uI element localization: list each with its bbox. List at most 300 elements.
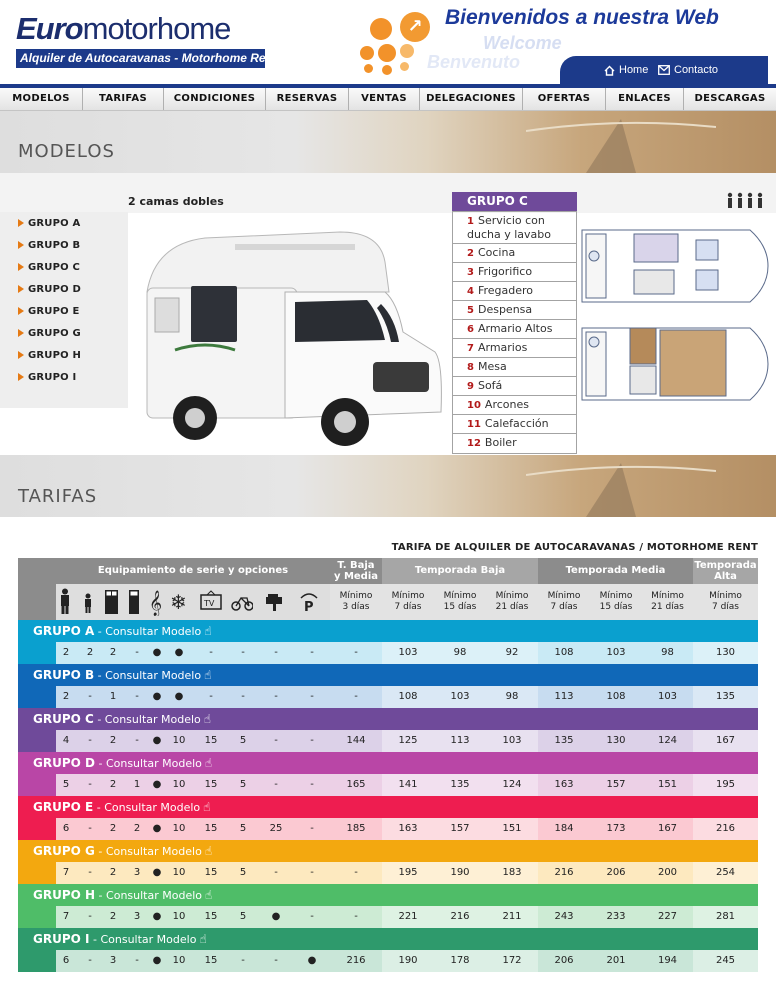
sidebar-label: GRUPO G <box>28 328 81 339</box>
equip-cell: 5 <box>239 779 247 790</box>
equip-cell: ● <box>307 955 317 966</box>
consult-model-link[interactable] <box>106 845 202 858</box>
feature-number: 6 <box>467 324 474 335</box>
equip-cell: 2 <box>109 779 117 790</box>
selected-group-title: GRUPO C <box>452 192 577 211</box>
price-cell: 216 <box>434 906 486 928</box>
equip-cell: 15 <box>204 867 218 878</box>
pointer-hand-icon[interactable]: ☝ <box>199 932 207 946</box>
equip-cell: ● <box>152 735 162 746</box>
logo-euro: Euro <box>16 11 83 46</box>
price-cell: 195 <box>382 862 434 884</box>
equip-cell: 6 <box>62 955 70 966</box>
price-cell: 125 <box>382 730 434 752</box>
nav-descargas[interactable]: DESCARGAS <box>694 93 766 104</box>
price-cell: 103 <box>434 686 486 708</box>
price-cell: - <box>354 647 358 658</box>
feature-number: 10 <box>467 400 481 411</box>
feature-item <box>453 377 576 396</box>
tbaja-header <box>330 558 382 584</box>
price-cell: 103 <box>486 730 538 752</box>
price-cell: 254 <box>693 862 758 884</box>
equip-cell: ● <box>174 691 184 702</box>
group-color-block <box>18 642 56 664</box>
price-cell: 157 <box>434 818 486 840</box>
price-cell: 103 <box>382 642 434 664</box>
equip-cell: 4 <box>62 735 70 746</box>
price-cell: 135 <box>693 686 758 708</box>
alta-min7-header-line: Mínimo <box>709 591 742 601</box>
sidebar-label: GRUPO D <box>28 284 82 295</box>
equip-cell: 2 <box>109 735 117 746</box>
equip-cell: 5 <box>62 779 70 790</box>
group-name: GRUPO E <box>33 800 94 814</box>
nav-enlaces[interactable]: ENLACES <box>606 88 684 110</box>
feature-number: 9 <box>467 381 474 392</box>
group-row-grupo-b <box>18 664 758 708</box>
svg-text:TV: TV <box>204 599 215 608</box>
equip-cell: - <box>88 911 92 922</box>
separator: - <box>95 889 107 902</box>
equip-cell: 10 <box>172 911 186 922</box>
features-list <box>452 211 577 454</box>
price-cell: 216 <box>554 867 574 878</box>
sidebar-label: GRUPO A <box>28 218 81 229</box>
home-label: Home <box>619 64 649 76</box>
feature-label: Sofá <box>477 379 503 392</box>
arrow-right-icon <box>18 307 24 315</box>
arrow-right-icon <box>18 219 24 227</box>
equip-cell: ● <box>152 647 162 658</box>
baja-header: Temporada Baja <box>382 558 538 584</box>
pointer-hand-icon[interactable]: ☝ <box>204 668 212 682</box>
price-cell: 183 <box>486 862 538 884</box>
equip-cell: ● <box>152 867 162 878</box>
equip-cell: 5 <box>239 735 247 746</box>
equip-cell: 25 <box>269 823 283 834</box>
feature-item <box>453 358 576 377</box>
parking-icon <box>298 588 320 616</box>
equip-cell: 10 <box>172 955 186 966</box>
equip-cell: ● <box>152 823 162 834</box>
alta-header-line: Alta <box>714 571 737 582</box>
equip-cell: 7 <box>62 911 70 922</box>
group-color-block <box>18 774 56 796</box>
feature-number: 5 <box>467 305 474 316</box>
tbaja-min3-header-line: 3 días <box>342 602 370 612</box>
equip-icons-row <box>56 584 330 620</box>
baja-min7-header-line: 7 días <box>394 602 422 612</box>
pointer-hand-icon[interactable]: ☝ <box>204 624 212 638</box>
price-cell: 190 <box>434 862 486 884</box>
consult-model-label: Consultar Modelo <box>100 933 197 946</box>
media-min7-header-line: 7 días <box>550 602 578 612</box>
price-cell: 124 <box>486 774 538 796</box>
group-color-block <box>18 818 56 840</box>
equip-cell: - <box>274 691 278 702</box>
media-min15-header-line: Mínimo <box>599 591 633 601</box>
equip-cell: - <box>310 911 314 922</box>
bicycle-icon <box>231 588 253 616</box>
arrow-right-icon <box>18 263 24 271</box>
feature-item <box>453 263 576 282</box>
feature-label: Boiler <box>484 436 517 449</box>
price-cell: 206 <box>606 867 626 878</box>
equip-cell: - <box>274 647 278 658</box>
equip-cell: - <box>88 691 92 702</box>
consult-model-link[interactable] <box>104 801 200 814</box>
road-image <box>526 455 716 517</box>
price-cell: 141 <box>382 774 434 796</box>
svg-text:❄: ❄ <box>170 590 187 614</box>
nav-modelos[interactable]: MODELOS <box>0 88 83 110</box>
alta-header <box>693 558 758 584</box>
feature-label: Mesa <box>477 360 507 373</box>
sidebar-item-grupo-g[interactable] <box>18 328 81 339</box>
equip-cell: ● <box>152 779 162 790</box>
price-cell: 172 <box>486 950 538 972</box>
baja-min15-header-line: 15 días <box>443 602 477 612</box>
equip-cell: - <box>241 691 245 702</box>
pointer-hand-icon[interactable]: ☝ <box>205 888 213 902</box>
feature-label: Fregadero <box>477 284 534 297</box>
group-row-grupo-e <box>18 796 758 840</box>
equip-cell: - <box>310 735 314 746</box>
equip-cell: 1 <box>133 779 141 790</box>
media-min15-header <box>590 584 642 620</box>
site-header <box>0 0 776 84</box>
baja-min15-header-line: Mínimo <box>443 591 477 601</box>
feature-item <box>453 396 576 415</box>
sidebar-item-grupo-h[interactable] <box>18 350 81 361</box>
modelos-title: MODELOS <box>18 141 115 162</box>
separator: - <box>94 669 106 682</box>
arrow-right-icon <box>18 351 24 359</box>
contact-link[interactable] <box>658 64 718 76</box>
equip-cell: 2 <box>109 647 117 658</box>
group-row-grupo-d <box>18 752 758 796</box>
equip-cell: - <box>274 779 278 790</box>
group-title-bar <box>18 752 758 774</box>
equip-cell: - <box>310 867 314 878</box>
price-cell: 92 <box>486 642 538 664</box>
price-cell: 184 <box>554 823 574 834</box>
consult-model-label: Consultar Modelo <box>105 845 202 858</box>
group-color-block <box>18 730 56 752</box>
equip-cell: - <box>88 867 92 878</box>
price-cell: 178 <box>434 950 486 972</box>
feature-number: 11 <box>467 419 481 430</box>
price-cell: 130 <box>606 735 626 746</box>
svg-text:P: P <box>304 600 314 615</box>
equip-cell: 10 <box>172 867 186 878</box>
equip-cell: 10 <box>172 735 186 746</box>
media-header: Temporada Media <box>538 558 693 584</box>
equip-cell: 5 <box>239 911 247 922</box>
equip-cell: - <box>209 647 213 658</box>
consult-model-link[interactable] <box>105 625 201 638</box>
equip-cell: 10 <box>172 779 186 790</box>
group-data-row <box>56 774 758 796</box>
alta-min7-header-line: 7 días <box>711 602 739 612</box>
consult-model-label: Consultar Modelo <box>104 801 201 814</box>
group-name: GRUPO A <box>33 624 95 638</box>
modelos-banner <box>0 111 776 173</box>
price-cell: 200 <box>657 867 678 878</box>
equip-cell: - <box>209 691 213 702</box>
tbaja-min3-header <box>330 584 382 620</box>
feature-item <box>453 244 576 263</box>
baja-min15-header <box>434 584 486 620</box>
equip-cell: 15 <box>204 735 218 746</box>
equip-cell: - <box>241 955 245 966</box>
consult-model-label: Consultar Modelo <box>105 625 202 638</box>
sidebar-item-grupo-d[interactable] <box>18 284 81 295</box>
price-cell: 211 <box>486 906 538 928</box>
equip-cell: 15 <box>204 911 218 922</box>
equip-cell: 2 <box>133 823 141 834</box>
arrow-right-icon <box>18 285 24 293</box>
feature-label: Despensa <box>477 303 533 316</box>
equip-cell: - <box>135 647 139 658</box>
media-min21-header <box>642 584 693 620</box>
feature-number: 7 <box>467 343 474 354</box>
equip-cell: - <box>310 779 314 790</box>
nav-reservas[interactable]: RESERVAS <box>266 88 349 110</box>
price-cell: 108 <box>606 691 626 702</box>
equip-cell: ● <box>271 911 281 922</box>
price-cell: 245 <box>693 950 758 972</box>
feature-number: 12 <box>467 438 481 449</box>
mail-icon <box>658 65 670 75</box>
sidebar-item-grupo-c[interactable] <box>18 262 80 273</box>
baja-min21-header-line: 21 días <box>495 602 529 612</box>
alta-min7-header <box>693 584 758 620</box>
equip-cell: 2 <box>109 867 117 878</box>
header-links-tab <box>560 56 768 84</box>
music-icon <box>148 588 170 616</box>
consult-model-link[interactable] <box>105 669 201 682</box>
separator: - <box>94 625 106 638</box>
equip-cell: 2 <box>62 647 70 658</box>
equip-cell: - <box>310 691 314 702</box>
media-min21-header-line: Mínimo <box>651 591 684 601</box>
group-data-row <box>56 818 758 840</box>
welcome-english: Welcome <box>483 33 562 53</box>
price-cell: 167 <box>693 730 758 752</box>
price-cell: 98 <box>434 642 486 664</box>
equip-cell: ● <box>152 911 162 922</box>
price-cell: 98 <box>486 686 538 708</box>
sidebar-item-grupo-b[interactable] <box>18 240 80 251</box>
consult-model-link[interactable] <box>106 757 202 770</box>
feature-item <box>453 320 576 339</box>
group-row-grupo-g <box>18 840 758 884</box>
sidebar-label: GRUPO I <box>28 372 77 383</box>
consult-model-link[interactable] <box>105 713 201 726</box>
price-cell: 108 <box>554 647 574 658</box>
price-cell: 167 <box>657 823 678 834</box>
equip-cell: - <box>135 955 139 966</box>
baja-min7-header <box>382 584 434 620</box>
pointer-hand-icon[interactable]: ☝ <box>203 712 212 726</box>
consult-model-link[interactable] <box>100 933 196 946</box>
group-row-grupo-h <box>18 884 758 928</box>
group-data-row <box>56 862 758 884</box>
tbaja-header-line: y Media <box>333 571 379 582</box>
equip-cell: - <box>135 735 139 746</box>
group-name: GRUPO H <box>33 888 96 902</box>
price-cell: 113 <box>554 691 574 702</box>
price-cell: 108 <box>382 686 434 708</box>
price-cell: 113 <box>434 730 486 752</box>
group-title-bar <box>18 884 758 906</box>
feature-item <box>453 415 576 434</box>
tarifas-title: TARIFAS <box>18 486 98 507</box>
equip-cell: 3 <box>133 867 141 878</box>
arrow-right-icon <box>18 241 24 249</box>
pointer-hand-icon[interactable]: ☝ <box>203 800 211 814</box>
feature-label: Calefacción <box>484 417 549 430</box>
equip-cell: 3 <box>133 911 141 922</box>
equip-cell: 2 <box>109 911 117 922</box>
nav-delegaciones[interactable]: DELEGACIONES <box>420 88 523 110</box>
home-link[interactable] <box>604 64 648 76</box>
equip-cell: 2 <box>86 647 94 658</box>
nav-ventas[interactable]: VENTAS <box>349 88 420 110</box>
group-data-row <box>56 730 758 752</box>
media-min7-header-line: Mínimo <box>547 591 581 601</box>
feature-number: 1 <box>467 216 474 227</box>
occupancy-icon <box>726 192 766 210</box>
price-cell: - <box>354 867 358 878</box>
separator: - <box>89 933 101 946</box>
group-title-bar <box>18 620 758 642</box>
group-color-block <box>18 686 56 708</box>
separator: - <box>94 845 106 858</box>
price-cell: - <box>354 691 358 702</box>
price-cell: 135 <box>554 735 574 746</box>
equip-header: Equipamiento de serie y opciones <box>56 558 330 584</box>
equip-cell: - <box>274 735 278 746</box>
tbaja-min3-header-line: Mínimo <box>339 591 373 601</box>
welcome-spanish: Bienvenidos a nuestra Web <box>445 6 719 29</box>
consult-model-link[interactable] <box>106 889 202 902</box>
equip-cell: - <box>88 779 92 790</box>
arrow-icon: ↗ <box>400 12 430 42</box>
road-image <box>526 111 716 173</box>
group-title-bar <box>18 928 758 950</box>
group-row-grupo-i <box>18 928 758 972</box>
group-title-bar <box>18 664 758 686</box>
price-cell: 216 <box>346 955 366 966</box>
separator: - <box>93 801 105 814</box>
media-min21-header-line: 21 días <box>651 602 684 612</box>
camera-icon <box>265 588 287 616</box>
sidebar-item-grupo-e[interactable] <box>18 306 80 317</box>
group-name: GRUPO G <box>33 844 95 858</box>
price-cell: 151 <box>486 818 538 840</box>
price-cell: 144 <box>346 735 366 746</box>
group-color-block <box>18 906 56 928</box>
pointer-hand-icon[interactable]: ☝ <box>204 756 213 770</box>
group-row-grupo-c <box>18 708 758 752</box>
price-cell: 130 <box>693 642 758 664</box>
price-cell: 151 <box>657 779 678 790</box>
equip-cell: - <box>310 823 314 834</box>
baja-min7-header-line: Mínimo <box>391 591 425 601</box>
motorhome-image <box>135 222 447 452</box>
floor-plan-image <box>580 226 770 408</box>
baja-min21-header <box>486 584 538 620</box>
nav-tarifas[interactable]: TARIFAS <box>83 88 164 110</box>
feature-label: Armario Altos <box>477 322 553 335</box>
main-nav <box>0 84 776 111</box>
feature-item <box>453 339 576 358</box>
adult-icon <box>58 588 80 616</box>
group-title-bar <box>18 840 758 862</box>
logo-motorhome: motorhome <box>82 11 231 46</box>
price-cell: 163 <box>382 818 434 840</box>
price-cell: 195 <box>693 774 758 796</box>
price-cell: 227 <box>657 911 678 922</box>
feature-label: Arcones <box>484 398 529 411</box>
arrow-right-icon <box>18 373 24 381</box>
sidebar-item-grupo-i[interactable] <box>18 372 76 383</box>
equip-cell: - <box>135 691 139 702</box>
baja-min21-header-line: Mínimo <box>495 591 529 601</box>
price-cell: 201 <box>606 955 626 966</box>
feature-number: 4 <box>467 286 474 297</box>
header-spacer <box>18 558 56 620</box>
equip-cell: ● <box>174 647 184 658</box>
equip-cell: 15 <box>204 779 218 790</box>
welcome-italian: Benvenuto <box>427 52 521 72</box>
feature-label: Servicio con ducha y lavabo <box>467 214 551 241</box>
rate-table-title: TARIFA DE ALQUILER DE AUTOCARAVANAS / MOTORHOME RENT <box>391 542 758 553</box>
pointer-hand-icon[interactable]: ☝ <box>204 844 213 858</box>
group-sidebar <box>0 212 128 408</box>
feature-label: Cocina <box>477 246 516 259</box>
feature-item <box>453 282 576 301</box>
equip-cell: ● <box>152 691 162 702</box>
group-title-bar <box>18 708 758 730</box>
feature-item <box>453 434 576 453</box>
group-name: GRUPO C <box>33 712 94 726</box>
sidebar-item-grupo-a[interactable] <box>18 218 80 229</box>
price-cell: 98 <box>661 647 674 658</box>
equip-cell: 6 <box>62 823 70 834</box>
group-color-block <box>18 950 56 972</box>
single-bed-icon <box>127 588 149 616</box>
equip-cell: 15 <box>204 823 218 834</box>
nav-ofertas[interactable]: OFERTAS <box>523 88 606 110</box>
sidebar-label: GRUPO E <box>28 306 80 317</box>
double-bed-icon <box>104 588 126 616</box>
media-min7-header <box>538 584 590 620</box>
site-logo[interactable] <box>16 12 230 46</box>
nav-condiciones[interactable]: CONDICIONES <box>164 88 266 110</box>
price-cell: 165 <box>346 779 366 790</box>
price-cell: 103 <box>606 647 626 658</box>
equip-cell: 1 <box>109 691 117 702</box>
home-icon <box>604 65 615 76</box>
group-row-grupo-a <box>18 620 758 664</box>
sidebar-label: GRUPO H <box>28 350 82 361</box>
price-cell: 124 <box>657 735 678 746</box>
consult-model-label: Consultar Modelo <box>106 889 203 902</box>
logo-subtitle: Alquiler de Autocaravanas - Motorhome Rent <box>16 49 265 68</box>
